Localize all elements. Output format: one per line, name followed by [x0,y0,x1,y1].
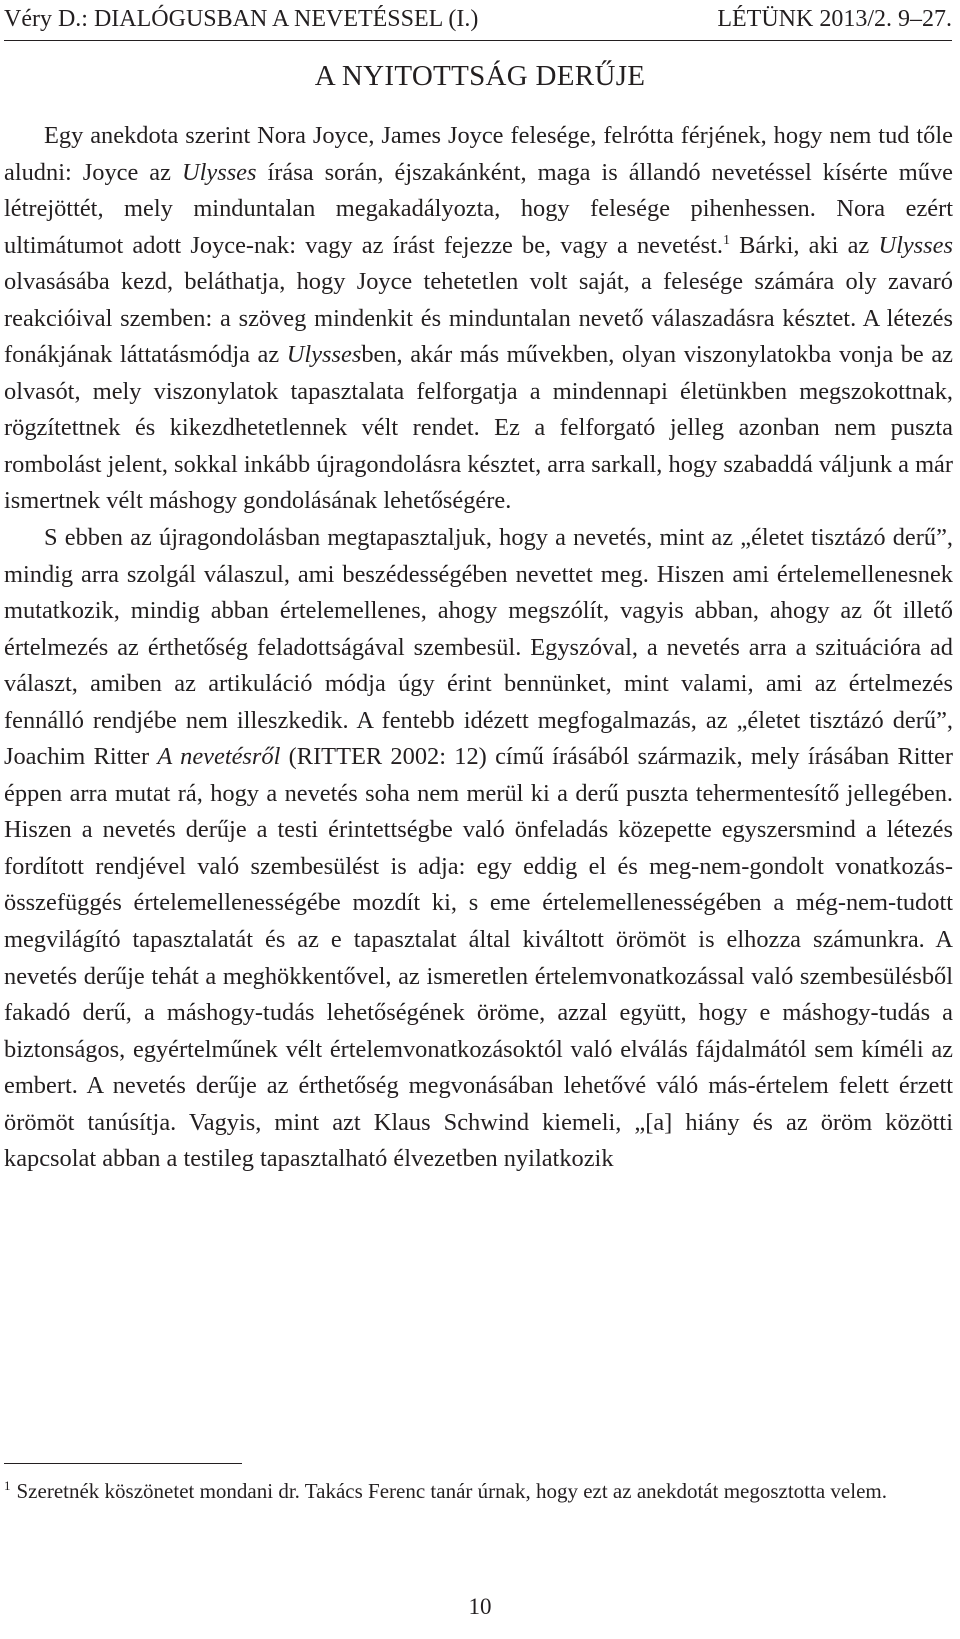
footnote-ref-1[interactable]: 1 [722,232,730,248]
p1-italic-ulysses-1: Ulysses [181,158,257,186]
p2-italic-title: A nevetésről [157,743,281,771]
p1-text-4: olvasásába kezd, beláthatja, hogy Joyce tehetetlen volt saját, a felesége számára oly zavaró reakcióival szemben: a szöveg mindenkit és minduntalan nevető válaszadásra késztet. A létezés fonákjának láttatásmódja az [4,268,953,369]
footnote-text: Szeretnék köszönetet mondani dr. Takács Ferenc tanár úrnak, hogy ezt az anekdotát megosztotta velem. [16,1479,887,1503]
p1-text-1: Egy anekdota szerint Nora Joyce, James Joyce felesége, felrótta férjének, hogy nem tud tőle aludni: Joyce az [4,122,953,186]
p2-text-2: (RITTER 2002: 12) című írásából származik, mely írásában Ritter éppen arra mutat rá, hogy a nevetés soha nem merül ki a derű puszta tehermentesítő jellegében. Hiszen a nevetés derűje a testi érintettségbe való önfeladás közepette egyszersmind a létezés fordított rendjével való szembesülést is adja: egy eddig el és meg-nem-gondolt vonatkozás-összefüggés értelemellenességébe mozdít ki, s eme értelemellenességében a még-nem-tudott megvilágító tapasztalatát és az e tapasztalat által kiváltott örömöt is elhozza számunkra. A nevetés derűje tehát a meghökkentővel, az ismeretlen értelemvonatkozással való szembesülésből fakadó derű, a máshogy-tudás lehetőségének öröme, azzal együtt, hogy e máshogy-tudás a biztonságos, egyértelműnek vélt értelemvonatkozásoktól való elválás fájdalmától sem kíméli az embert. A nevetés derűje az érthetőség megvonásában lehetővé váló más-értelem felett érzett örömöt tanúsítja. Vagyis, mint azt Klaus Schwind kiemeli, „[a] hiány és az öröm közötti kapcsolat abban a testileg tapasztalható élvezetben nyilatkozik [4,743,953,1173]
page-number: 10 [468,1594,492,1619]
paragraph-2 [4,520,953,1178]
footnote-number: 1 [4,1478,11,1493]
running-header-author-title: Véry D.: DIALÓGUSBAN A NEVETÉSSEL (I.) [4,6,479,32]
footnote-body [4,1476,949,1507]
p1-text-3: Bárki, aki az [729,231,879,259]
header-rule [4,40,952,41]
p2-text-1: S ebben az újragondolásban megtapasztaljuk, hogy a nevetés, mint az „életet tisztázó derű”, mindig arra szolgál válaszul, ami beszédességében nevettet meg. Hiszen ami értelemellenesnek mutatkozik, mindig abban értelemellenes, ahogy megszólít, vagyis abban, ahogy az őt illető értelmezés az érthetőség feladottságával szembesül. Egyszóval, a nevetés arra a szituációra ad választ, amiben az artikuláció módja úgy érint bennünket, mint valami, ami az értelmezés fennálló rendjébe nem illeszkedik. A fentebb idézett megfogalmazás, az „életet tisztázó derű”, Joachim Ritter [4,524,953,771]
p1-italic-ulysses-2: Ulysses [878,231,953,259]
p1-italic-ulysses-3: Ulysses [286,341,362,369]
section-title: A NYITOTTSÁG DERŰJE [314,60,646,92]
footnote [4,1476,949,1507]
footnote-rule [4,1463,242,1464]
p1-text-2: írása során, éjszakánként, maga is állandó nevetéssel kísérte műve létrejöttét, mely minduntalan megakadályozta, hogy felesége pihenhessen. Nora ezért ultimátumot adott Joyce-nak: vagy az írást fejezze be, vagy a nevetést. [4,158,953,259]
paragraph-1 [4,118,953,520]
p1-text-5: ben, akár más művekben, olyan viszonylatokba vonja be az olvasót, mely viszonylatok tapasztalata felforgatja a mindennapi életünkben megszokottnak, rögzítettnek és kikezdhetetlennek vélt rendet. Ez a felforgató jelleg azonban nem puszta rombolást jelent, sokkal inkább újragondolásra késztet, arra sarkall, hogy szabaddá váljunk a már ismertnek vélt máshogy gondolásának lehetőségére. [4,341,953,515]
running-header-journal: LÉTÜNK 2013/2. 9–27. [717,6,952,32]
body-text [4,118,953,1178]
